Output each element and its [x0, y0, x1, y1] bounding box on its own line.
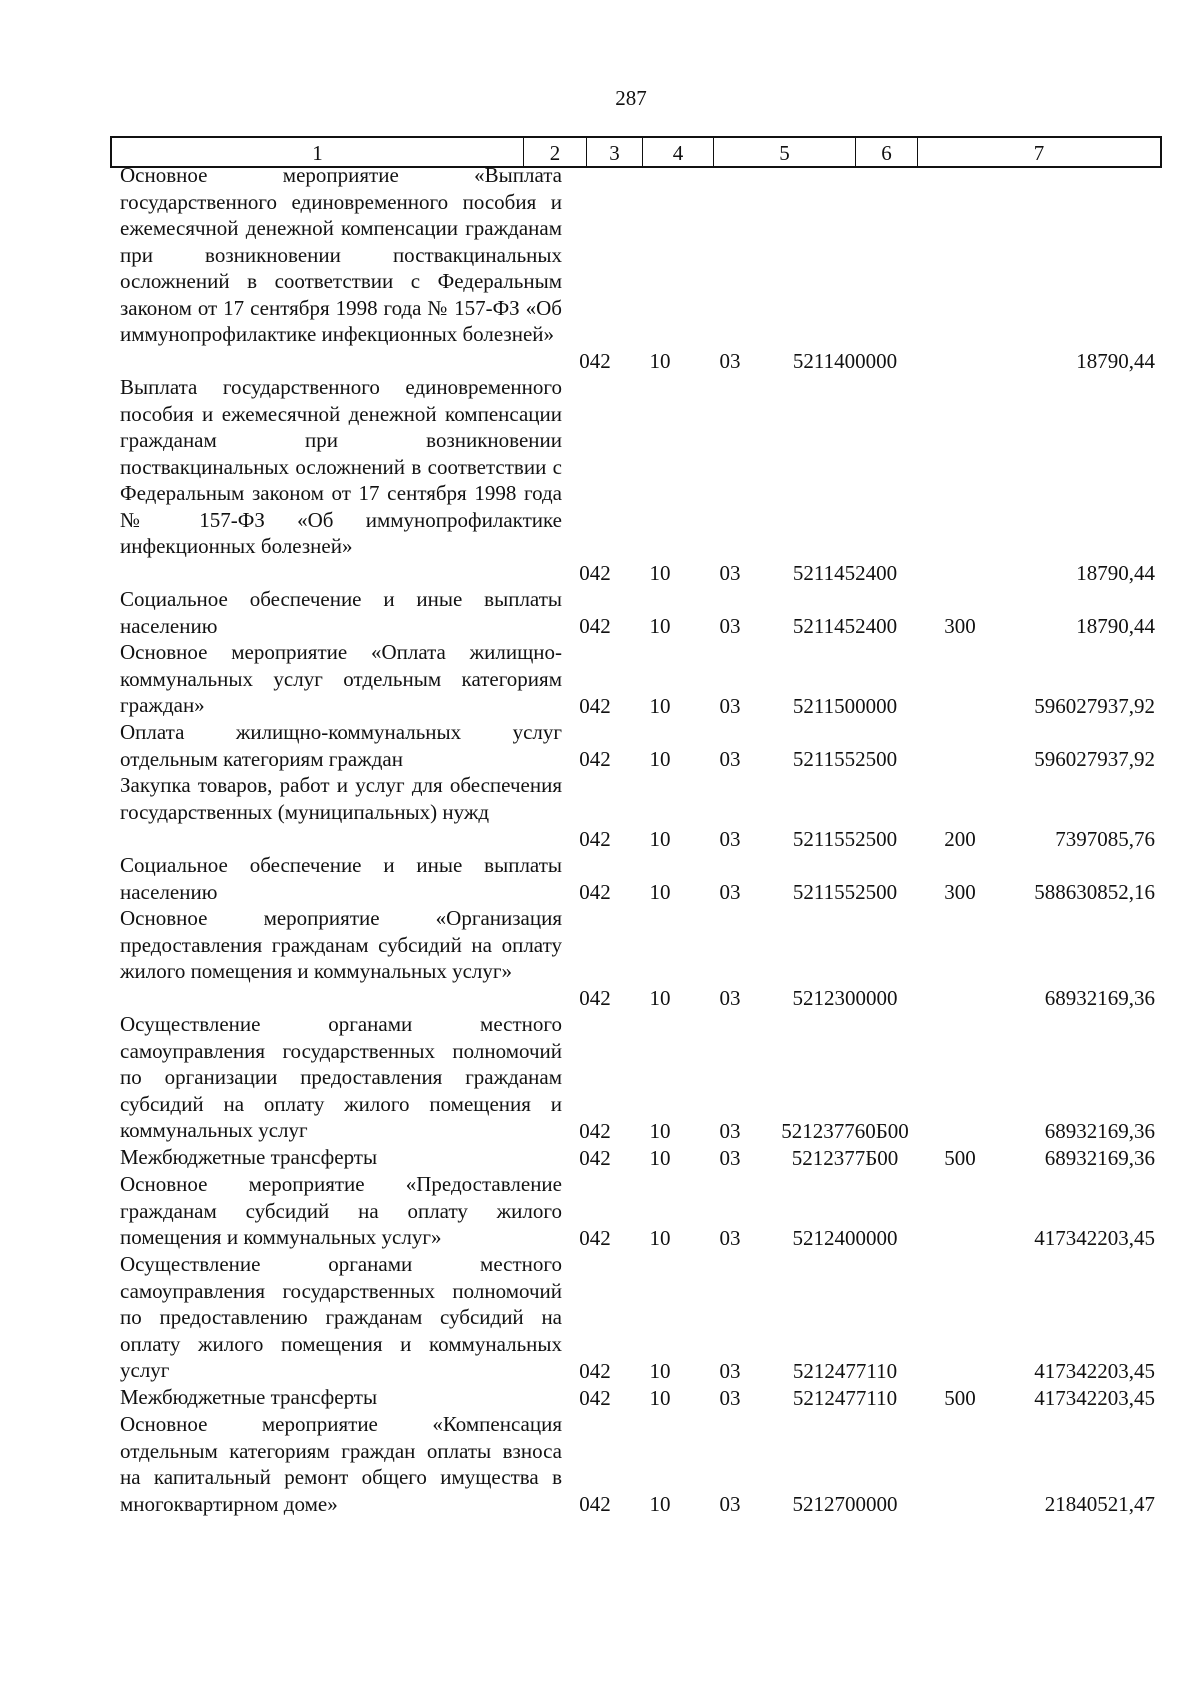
- cell-col-2: 042: [579, 1359, 611, 1383]
- row-description: Социальное обеспечение и иные выплаты населению: [120, 853, 562, 904]
- cell-col-5: 5211552500: [792, 747, 898, 771]
- cell-col-3: 10: [649, 747, 671, 771]
- cell-col-4: 03: [719, 1492, 741, 1516]
- cell-col-3: 10: [649, 1119, 671, 1143]
- cell-col-3: 10: [649, 827, 671, 851]
- cell-col-2: 042: [579, 827, 611, 851]
- cell-col-3: 10: [649, 986, 671, 1010]
- cell-col-3: 10: [649, 1359, 671, 1383]
- cell-col-7: 18790,44: [1076, 349, 1155, 373]
- cell-col-7: 596027937,92: [1034, 747, 1155, 771]
- table-row: [0, 1011, 1200, 1144]
- row-description: Основное мероприятие «Организация предоставления гражданам субсидий на оплату жилого помещения и коммунальных услуг»: [120, 906, 562, 983]
- cell-col-5: 5212477110: [792, 1359, 898, 1383]
- table-row: [0, 772, 1200, 852]
- cell-col-3: 10: [649, 1146, 671, 1170]
- row-description: Закупка товаров, работ и услуг для обеспечения государственных (муниципальных) нужд: [120, 773, 562, 824]
- table-row: [0, 905, 1200, 1011]
- row-description: Межбюджетные трансферты: [120, 1145, 378, 1169]
- cell-col-2: 042: [579, 1492, 611, 1516]
- cell-col-2: 042: [579, 1386, 611, 1410]
- cell-col-5: 521237760Б00: [781, 1119, 909, 1143]
- cell-col-6: 500: [944, 1386, 976, 1410]
- cell-col-2: 042: [579, 614, 611, 638]
- cell-col-2: 042: [579, 561, 611, 585]
- table-row: [0, 1251, 1200, 1384]
- cell-col-4: 03: [719, 1359, 741, 1383]
- cell-col-3: 10: [649, 1492, 671, 1516]
- cell-col-2: 042: [579, 349, 611, 373]
- table-row: [0, 1384, 1200, 1411]
- cell-col-7: 68932169,36: [1044, 1146, 1155, 1170]
- cell-col-2: 042: [579, 880, 611, 904]
- row-description: Осуществление органами местного самоуправления государственных полномочий по организации предоставления гражданам субсидий на оплату жилого помещения и коммунальных услуг: [120, 1012, 562, 1142]
- cell-col-7: 588630852,16: [1034, 880, 1155, 904]
- cell-col-7: 68932169,36: [1044, 1119, 1155, 1143]
- table-row: [0, 639, 1200, 719]
- table-row: [0, 586, 1200, 639]
- cell-col-2: 042: [579, 694, 611, 718]
- cell-col-5: 5211552500: [792, 827, 898, 851]
- row-description: Выплата государственного единовременного пособия и ежемесячной денежной компенсации гражданам при возникновении поствакцинальных осложнений в соответствии с Федеральным законом от 17 сентября 1998 года № 157-ФЗ «Об иммунопрофилактике инфекционных болезней»: [120, 375, 562, 558]
- table-row: [0, 852, 1200, 905]
- cell-col-4: 03: [719, 1146, 741, 1170]
- header-col-7: 7: [1033, 141, 1045, 165]
- cell-col-6: 300: [944, 614, 976, 638]
- header-col-2: 2: [524, 138, 587, 166]
- cell-col-5: 5211500000: [792, 694, 898, 718]
- cell-col-6: 200: [944, 827, 976, 851]
- cell-col-3: 10: [649, 561, 671, 585]
- cell-col-5: 5211400000: [792, 349, 898, 373]
- cell-col-5: 5211552500: [792, 880, 898, 904]
- cell-col-5: 5212400000: [792, 1226, 898, 1250]
- cell-col-3: 10: [649, 694, 671, 718]
- cell-col-7: 596027937,92: [1034, 694, 1155, 718]
- cell-col-4: 03: [719, 1226, 741, 1250]
- cell-col-4: 03: [719, 1119, 741, 1143]
- cell-col-3: 10: [649, 1226, 671, 1250]
- cell-col-7: 417342203,45: [1034, 1359, 1155, 1383]
- cell-col-4: 03: [719, 880, 741, 904]
- cell-col-4: 03: [719, 986, 741, 1010]
- cell-col-2: 042: [579, 1119, 611, 1143]
- cell-col-2: 042: [579, 1226, 611, 1250]
- row-description: Оплата жилищно-коммунальных услуг отдельным категориям граждан: [120, 720, 562, 771]
- page-number: 287: [615, 86, 647, 110]
- cell-col-7: 417342203,45: [1034, 1386, 1155, 1410]
- row-description: Основное мероприятие «Оплата жилищно-коммунальных услуг отдельным категориям граждан»: [120, 640, 562, 717]
- cell-col-7: 18790,44: [1076, 614, 1155, 638]
- cell-col-5: 5212477110: [792, 1386, 898, 1410]
- cell-col-5: 5211452400: [792, 561, 898, 585]
- row-description: Межбюджетные трансферты: [120, 1385, 378, 1409]
- cell-col-2: 042: [579, 747, 611, 771]
- row-description: Основное мероприятие «Компенсация отдельным категориям граждан оплаты взноса на капитальный ремонт общего имущества в многоквартирном доме»: [120, 1412, 562, 1516]
- header-col-1: 1: [112, 138, 524, 166]
- cell-col-4: 03: [719, 747, 741, 771]
- row-description: Основное мероприятие «Выплата государственного единовременного пособия и ежемесячной денежной компенсации гражданам при возникновении поствакцинальных осложнений в соответствии с Федеральным законом от 17 сентября 1998 года № 157-ФЗ «Об иммунопрофилактике инфекционных болезней»: [120, 163, 562, 346]
- cell-col-2: 042: [579, 1146, 611, 1170]
- cell-col-7: 417342203,45: [1034, 1226, 1155, 1250]
- cell-col-7: 18790,44: [1076, 561, 1155, 585]
- header-col-3: 3: [587, 138, 643, 166]
- header-col-5: 5: [714, 138, 856, 166]
- cell-col-3: 10: [649, 1386, 671, 1410]
- cell-col-3: 10: [649, 349, 671, 373]
- cell-col-4: 03: [719, 561, 741, 585]
- header-col-6: 6: [856, 138, 918, 166]
- cell-col-5: 5211452400: [792, 614, 898, 638]
- cell-col-7: 7397085,76: [1055, 827, 1155, 851]
- cell-col-6: 300: [944, 880, 976, 904]
- row-description: Основное мероприятие «Предоставление гражданам субсидий на оплату жилого помещения и коммунальных услуг»: [120, 1172, 562, 1249]
- cell-col-5: 5212300000: [792, 986, 898, 1010]
- row-description: Социальное обеспечение и иные выплаты населению: [120, 587, 562, 638]
- cell-col-5: 5212700000: [792, 1492, 898, 1516]
- cell-col-6: 500: [944, 1146, 976, 1170]
- cell-col-2: 042: [579, 986, 611, 1010]
- header-col-4: 4: [643, 138, 714, 166]
- cell-col-4: 03: [719, 827, 741, 851]
- table-row: [0, 1171, 1200, 1251]
- cell-col-4: 03: [719, 614, 741, 638]
- table-row: [0, 1144, 1200, 1171]
- cell-col-3: 10: [649, 880, 671, 904]
- row-description: Осуществление органами местного самоуправления государственных полномочий по предоставлению гражданам субсидий на оплату жилого помещения и коммунальных услуг: [120, 1252, 562, 1382]
- table-row: [0, 162, 1200, 374]
- cell-col-5: 5212377Б00: [791, 1146, 899, 1170]
- cell-col-7: 21840521,47: [1044, 1492, 1155, 1516]
- cell-col-4: 03: [719, 694, 741, 718]
- table-row: [0, 719, 1200, 772]
- cell-col-4: 03: [719, 1386, 741, 1410]
- table-row: [0, 1411, 1200, 1517]
- cell-col-7: 68932169,36: [1044, 986, 1155, 1010]
- table-row: [0, 374, 1200, 586]
- cell-col-3: 10: [649, 614, 671, 638]
- cell-col-4: 03: [719, 349, 741, 373]
